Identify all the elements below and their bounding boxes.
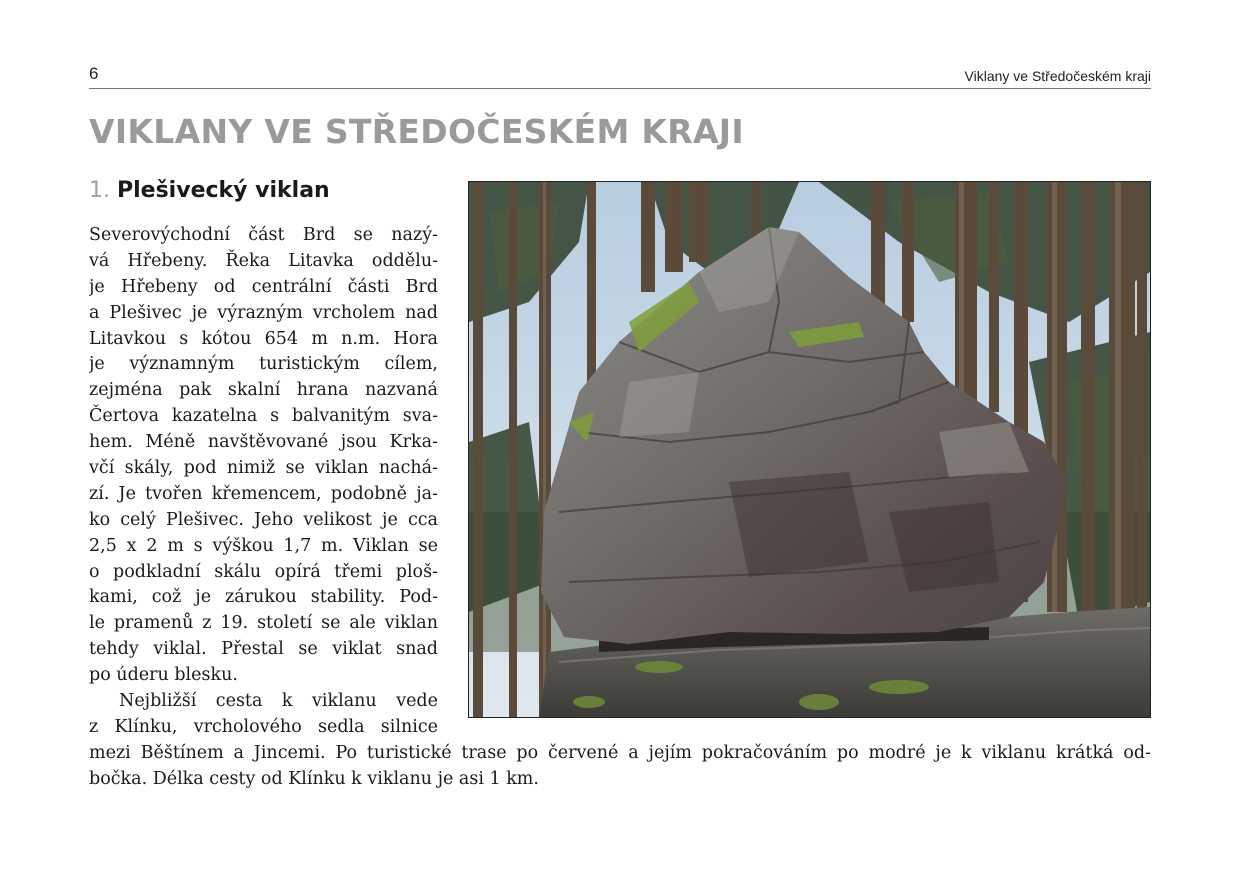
text-line: vá Hřebeny. Řeka Litavka oddělu- — [89, 250, 438, 271]
header-rule — [89, 88, 1151, 89]
text-line: 2,5 x 2 m s výškou 1,7 m. Viklan se — [89, 535, 438, 556]
text-line: je významným turistickým cílem, — [89, 354, 438, 375]
page-number: 6 — [89, 64, 99, 83]
text-line: včí skály, pod nimiž se viklan nachá- — [89, 458, 438, 479]
text-line: ko celý Plešivec. Jeho velikost je cca — [89, 509, 438, 530]
text-line: o podkladní skálu opírá třemi ploš- — [89, 561, 438, 582]
section-heading — [89, 178, 330, 203]
text-line: je Hřebeny od centrální části Brd — [89, 276, 438, 297]
body-text-column — [89, 223, 438, 741]
text-line: Nejbližší cesta k viklanu vede — [119, 691, 438, 712]
text-line: kami, což je zárukou stability. Pod- — [89, 587, 438, 608]
boulder-photo — [468, 181, 1151, 718]
text-line: zí. Je tvořen křemencem, podobně ja- — [89, 483, 438, 504]
text-line: hem. Méně navštěvované jsou Krka- — [89, 432, 438, 453]
text-line: Čertova kazatelna s balvanitým sva- — [89, 406, 438, 427]
text-line: Litavkou s kótou 654 m n.m. Hora — [89, 328, 438, 349]
text-line: po úderu blesku. — [89, 665, 238, 686]
text-line: le pramenů z 19. století se ale viklan — [89, 613, 438, 634]
body-text-full-width — [89, 741, 1151, 793]
running-header: Viklany ve Středočeském kraji — [964, 68, 1151, 84]
text-line: Severovýchodní část Brd se nazý- — [89, 225, 438, 245]
section-name: Plešivecký viklan — [117, 178, 330, 203]
text-line: tehdy viklal. Přestal se viklat snad — [89, 639, 438, 660]
chapter-title: VIKLANY VE STŘEDOČESKÉM KRAJI — [89, 112, 744, 151]
text-line: bočka. Délka cesty od Klínku k viklanu je asi 1 km. — [89, 768, 539, 789]
text-line: mezi Běštínem a Jincemi. Po turistické trase po červené a jejím pokračováním po modré je k viklanu krátká od- — [89, 743, 1151, 763]
section-number: 1. — [89, 178, 110, 203]
text-line: zejména pak skalní hrana nazvaná — [89, 380, 438, 401]
text-line: z Klínku, vrcholového sedla silnice — [89, 716, 438, 737]
text-line: a Plešivec je výrazným vrcholem nad — [89, 302, 438, 323]
